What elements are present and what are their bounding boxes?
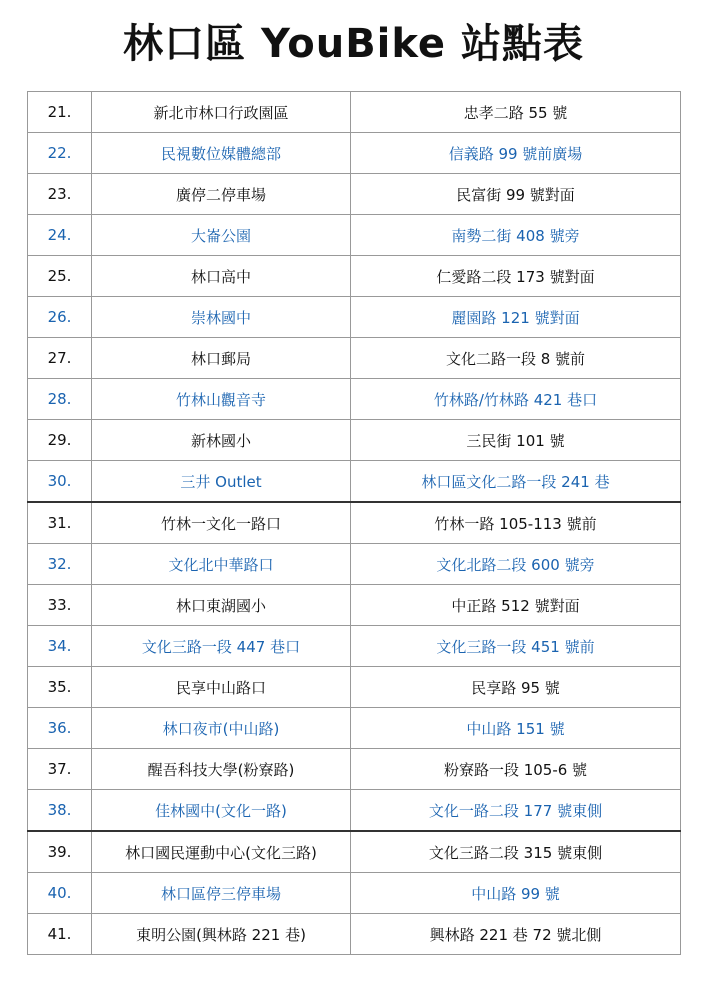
- station-number: 30.: [28, 461, 92, 503]
- station-name: 民享中山路口: [92, 667, 351, 708]
- station-number: 28.: [28, 379, 92, 420]
- station-name: 林口國民運動中心(文化三路): [92, 831, 351, 873]
- station-address: 中正路 512 號對面: [351, 585, 681, 626]
- table-row: [28, 667, 681, 708]
- station-address: 麗園路 121 號對面: [351, 297, 681, 338]
- station-number: 23.: [28, 174, 92, 215]
- station-address: 文化三路二段 315 號東側: [351, 831, 681, 873]
- station-address: 民享路 95 號: [351, 667, 681, 708]
- station-name: 崇林國中: [92, 297, 351, 338]
- station-address: 三民街 101 號: [351, 420, 681, 461]
- station-table: [27, 91, 681, 955]
- station-number: 21.: [28, 92, 92, 133]
- table-row: [28, 585, 681, 626]
- station-name: 林口高中: [92, 256, 351, 297]
- station-number: 22.: [28, 133, 92, 174]
- station-number: 40.: [28, 873, 92, 914]
- station-address: 興林路 221 巷 72 號北側: [351, 914, 681, 955]
- station-address: 林口區文化二路一段 241 巷: [351, 461, 681, 503]
- station-number: 37.: [28, 749, 92, 790]
- station-name: 新北市林口行政園區: [92, 92, 351, 133]
- table-row: [28, 502, 681, 544]
- station-name: 林口東湖國小: [92, 585, 351, 626]
- station-name: 新林國小: [92, 420, 351, 461]
- station-number: 36.: [28, 708, 92, 749]
- station-number: 31.: [28, 502, 92, 544]
- station-address: 信義路 99 號前廣場: [351, 133, 681, 174]
- table-row: [28, 174, 681, 215]
- station-number: 32.: [28, 544, 92, 585]
- table-row: [28, 749, 681, 790]
- station-number: 35.: [28, 667, 92, 708]
- table-row: [28, 708, 681, 749]
- table-row: [28, 92, 681, 133]
- table-row: [28, 461, 681, 503]
- station-address: 民富街 99 號對面: [351, 174, 681, 215]
- table-row: [28, 914, 681, 955]
- station-address: 竹林路/竹林路 421 巷口: [351, 379, 681, 420]
- station-name: 民視數位媒體總部: [92, 133, 351, 174]
- station-number: 24.: [28, 215, 92, 256]
- table-row: [28, 790, 681, 832]
- station-address: 南勢二街 408 號旁: [351, 215, 681, 256]
- station-name: 林口區停三停車場: [92, 873, 351, 914]
- station-address: 文化北路二段 600 號旁: [351, 544, 681, 585]
- table-row: [28, 873, 681, 914]
- station-address: 文化三路一段 451 號前: [351, 626, 681, 667]
- station-name: 竹林山觀音寺: [92, 379, 351, 420]
- station-number: 38.: [28, 790, 92, 832]
- table-row: [28, 831, 681, 873]
- station-address: 忠孝二路 55 號: [351, 92, 681, 133]
- station-number: 25.: [28, 256, 92, 297]
- table-row: [28, 420, 681, 461]
- station-number: 34.: [28, 626, 92, 667]
- station-number: 29.: [28, 420, 92, 461]
- station-name: 竹林一文化一路口: [92, 502, 351, 544]
- station-name: 三井 Outlet: [92, 461, 351, 503]
- station-name: 廣停二停車場: [92, 174, 351, 215]
- station-name: 東明公園(興林路 221 巷): [92, 914, 351, 955]
- table-row: [28, 544, 681, 585]
- station-address: 文化一路二段 177 號東側: [351, 790, 681, 832]
- station-name: 文化北中華路口: [92, 544, 351, 585]
- station-name: 佳林國中(文化一路): [92, 790, 351, 832]
- table-row: [28, 338, 681, 379]
- table-row: [28, 133, 681, 174]
- table-row: [28, 297, 681, 338]
- table-row: [28, 379, 681, 420]
- station-address: 竹林一路 105-113 號前: [351, 502, 681, 544]
- station-name: 文化三路一段 447 巷口: [92, 626, 351, 667]
- page-title: 林口區 YouBike 站點表: [123, 21, 584, 67]
- station-name: 林口郵局: [92, 338, 351, 379]
- table-row: [28, 215, 681, 256]
- station-name: 大崙公園: [92, 215, 351, 256]
- station-name: 醒吾科技大學(粉寮路): [92, 749, 351, 790]
- table-row: [28, 626, 681, 667]
- station-address: 粉寮路一段 105-6 號: [351, 749, 681, 790]
- station-number: 39.: [28, 831, 92, 873]
- station-number: 33.: [28, 585, 92, 626]
- station-number: 26.: [28, 297, 92, 338]
- station-address: 仁愛路二段 173 號對面: [351, 256, 681, 297]
- station-table-body: [28, 92, 681, 955]
- station-address: 中山路 151 號: [351, 708, 681, 749]
- table-row: [28, 256, 681, 297]
- station-address: 文化二路一段 8 號前: [351, 338, 681, 379]
- station-name: 林口夜市(中山路): [92, 708, 351, 749]
- station-number: 27.: [28, 338, 92, 379]
- station-number: 41.: [28, 914, 92, 955]
- station-address: 中山路 99 號: [351, 873, 681, 914]
